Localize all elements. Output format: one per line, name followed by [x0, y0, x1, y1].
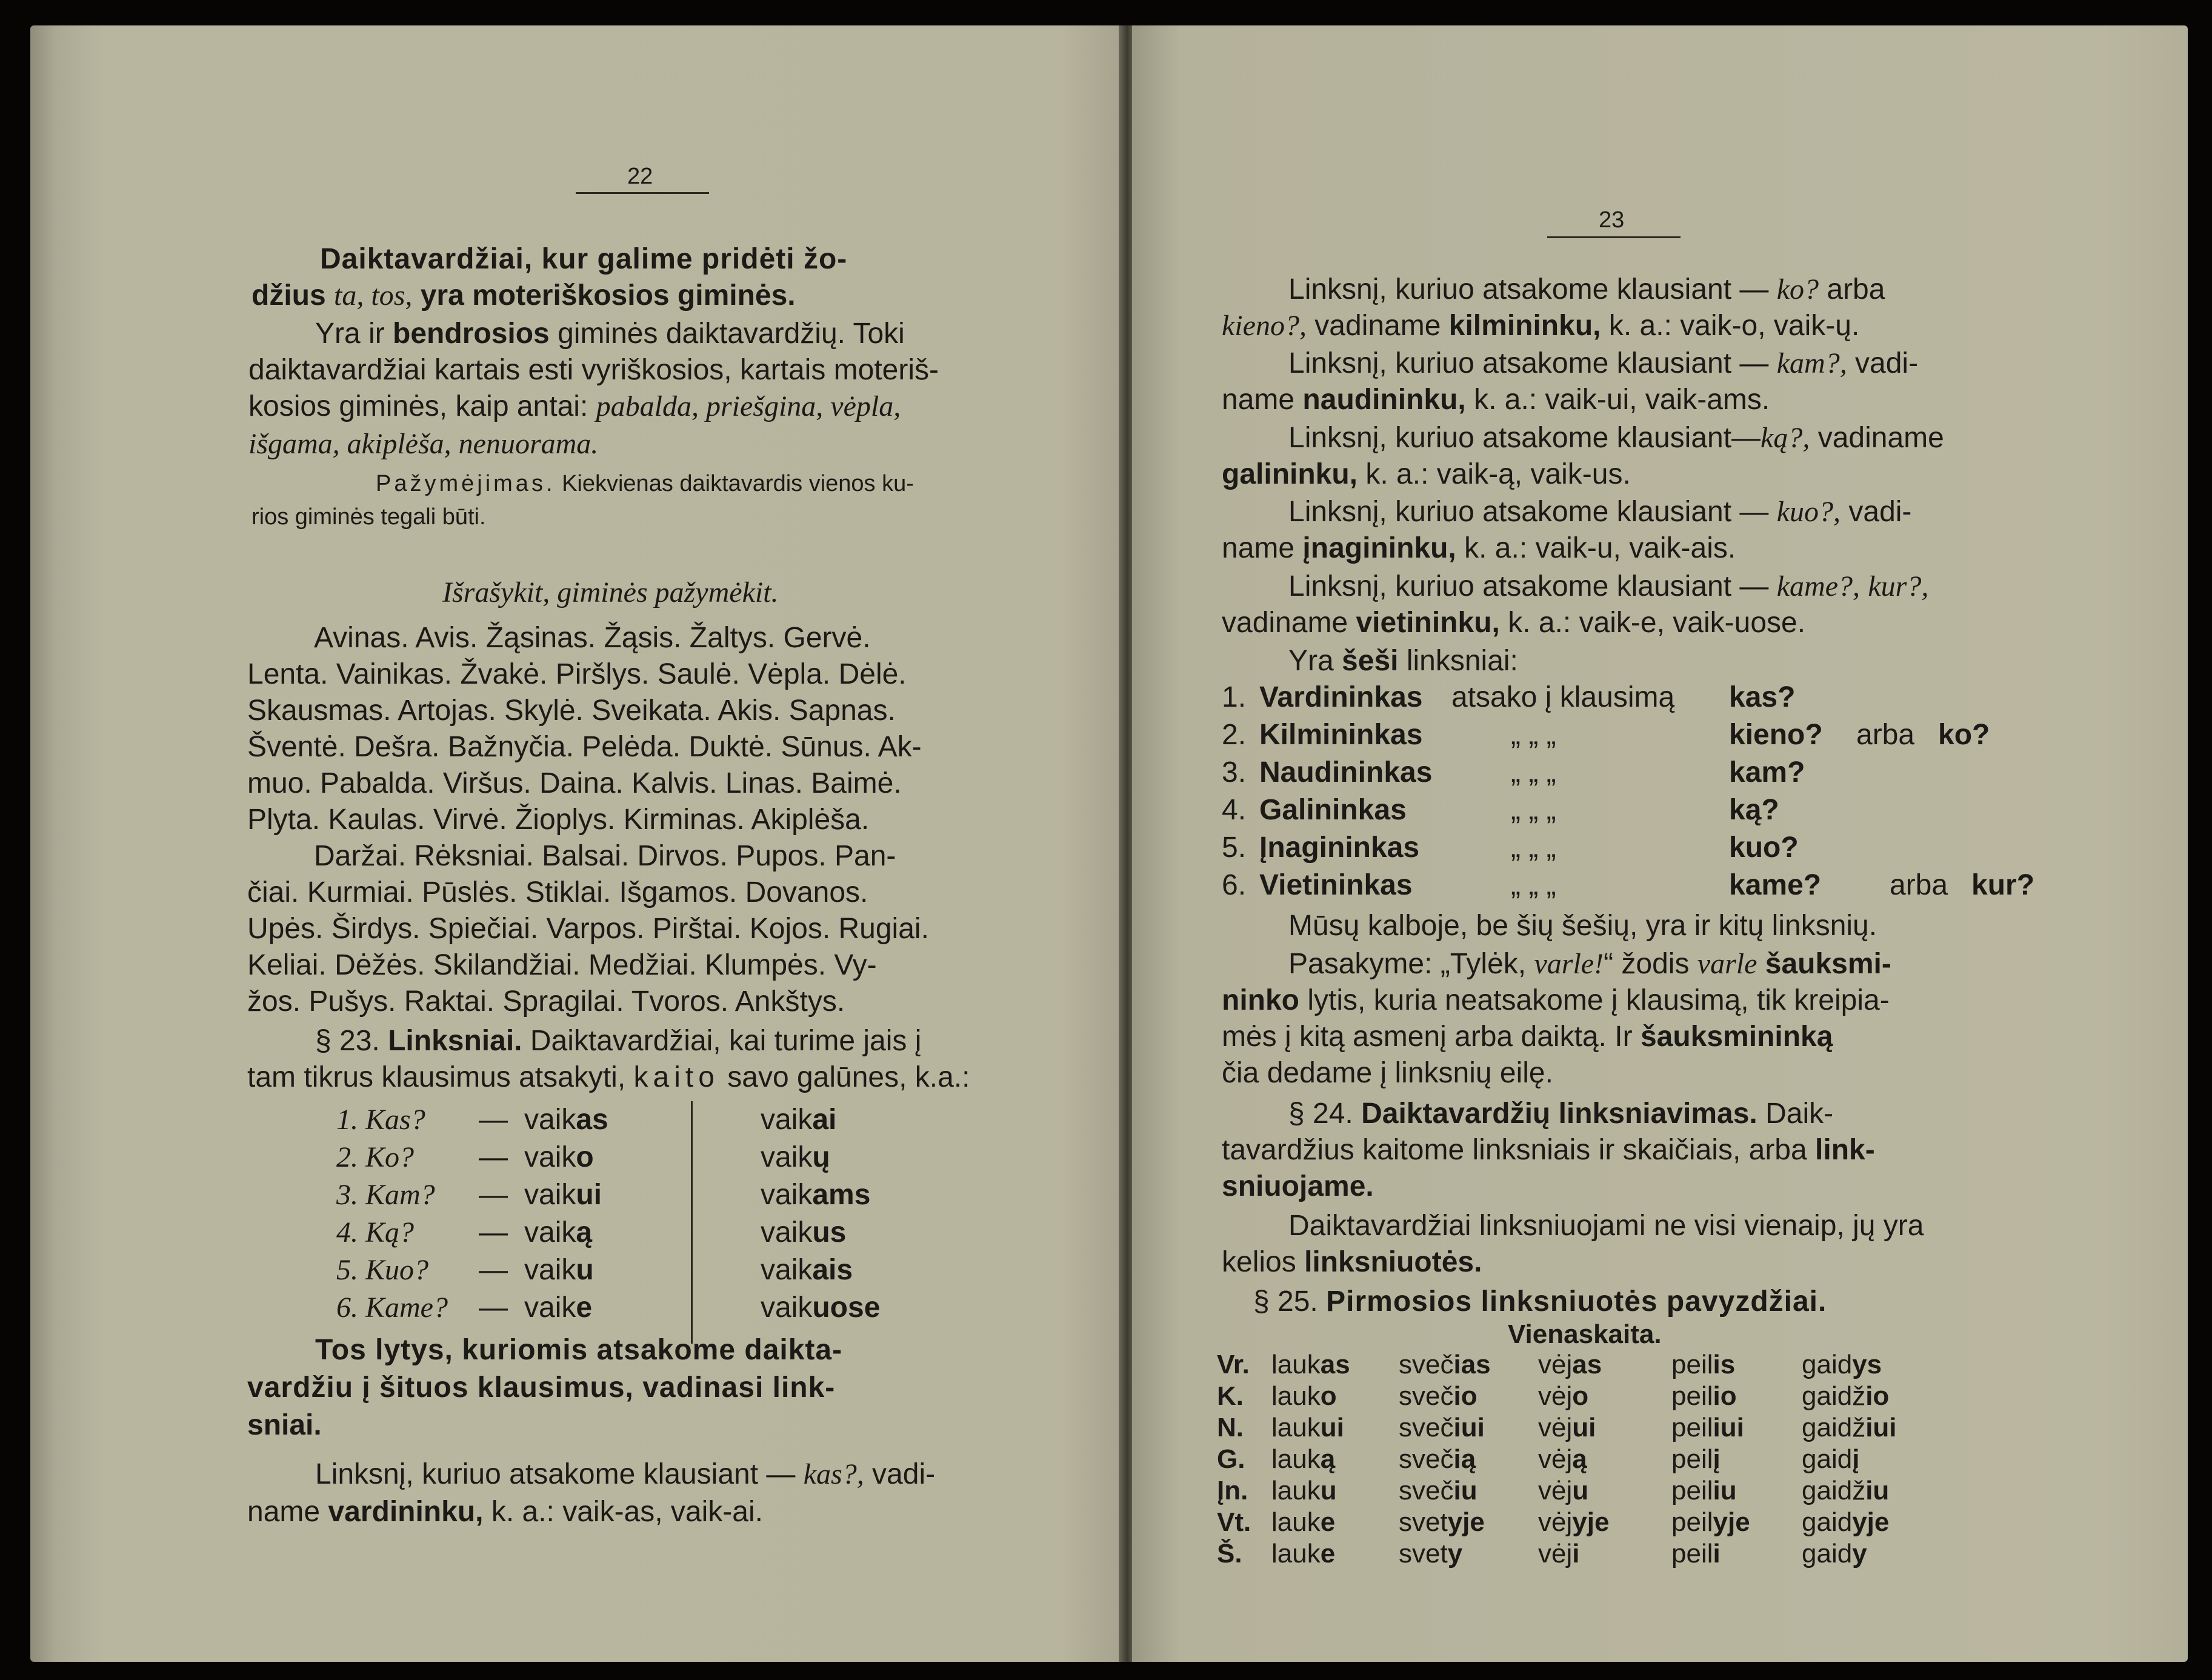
- plural-form: [761, 1252, 853, 1288]
- singular-form: [524, 1101, 608, 1138]
- table-cell: [1802, 1381, 1889, 1412]
- word-ending: ams: [812, 1179, 871, 1211]
- case-dash: —: [479, 1216, 508, 1248]
- word-stem: peil: [1671, 1381, 1713, 1411]
- word-stem: lauk: [1271, 1539, 1321, 1568]
- word-stem: lauk: [1271, 1476, 1321, 1505]
- word-stem: lauk: [1271, 1413, 1321, 1442]
- paragraph-line: tam tikrus klausimus atsakyti, kaito savo galūnes, k.a.:: [247, 1061, 970, 1093]
- word-stem: peil: [1671, 1476, 1713, 1505]
- paragraph-line: čia dedame į linksnių eilę.: [1222, 1057, 1553, 1089]
- word-ending: ai: [812, 1104, 837, 1136]
- case-dash: —: [479, 1104, 508, 1136]
- table-cell: [1802, 1444, 1859, 1475]
- table-cell: [1802, 1476, 1889, 1506]
- word-list-line: Upės. Širdys. Spiečiai. Varpos. Pirštai. Kojos. Rugiai.: [247, 913, 929, 945]
- word-list-line: Lenta. Vainikas. Žvakė. Piršlys. Saulė. Vėpla. Dėlė.: [247, 658, 907, 690]
- table-cell: [1671, 1381, 1737, 1412]
- word-stem: vaik: [524, 1292, 576, 1324]
- word-stem: vėj: [1538, 1350, 1573, 1379]
- page-number-rule: [576, 192, 709, 194]
- paragraph-line: sniai.: [247, 1409, 322, 1441]
- word-ending: as: [1320, 1350, 1350, 1379]
- word-ending: o: [576, 1141, 594, 1173]
- word-stem: vėj: [1538, 1476, 1573, 1505]
- paragraph-line: mės į kitą asmenį arba daiktą. Ir šauksmininką: [1222, 1021, 1833, 1053]
- paragraph-line: Daiktavardžiai, kur galime pridėti žo-: [320, 243, 848, 275]
- word-stem: vėj: [1538, 1539, 1573, 1568]
- table-cell: [1802, 1539, 1867, 1569]
- word-stem: lauk: [1271, 1507, 1321, 1537]
- table-cell: [1671, 1350, 1735, 1380]
- word-ending: io: [1453, 1381, 1477, 1411]
- singular-form: [524, 1214, 592, 1251]
- paragraph-line: Daiktavardžiai linksniuojami ne visi vienaip, jų yra: [1288, 1210, 1924, 1242]
- table-cell: [1399, 1413, 1485, 1443]
- word-stem: vaik: [761, 1141, 813, 1173]
- singular-form: [524, 1139, 594, 1176]
- word-ending: ų: [812, 1141, 830, 1173]
- word-ending: as: [1572, 1350, 1602, 1379]
- table-cell: [1538, 1476, 1588, 1506]
- word-ending: iui: [1453, 1413, 1485, 1442]
- word-ending: iui: [1713, 1413, 1744, 1442]
- word-list-line: Avinas. Avis. Žąsinas. Žąsis. Žaltys. Gervė.: [314, 622, 871, 654]
- word-list-line: žos. Pušys. Raktai. Spragilai. Tvoros. Ankštys.: [247, 985, 845, 1018]
- word-ending: yje: [1713, 1507, 1750, 1537]
- case-abbreviation: G.: [1217, 1444, 1245, 1474]
- case-question: kuo?: [1729, 832, 1799, 864]
- word-stem: vaik: [761, 1104, 813, 1136]
- word-list-line: Daržai. Rėksniai. Balsai. Dirvos. Pupos. Pan-: [314, 840, 896, 872]
- table-cell: [1802, 1350, 1882, 1380]
- note-line: rios giminės tegali būti.: [252, 504, 486, 530]
- case-name: Galininkas: [1259, 794, 1407, 826]
- table-cell: [1271, 1539, 1335, 1569]
- word-stem: vaik: [524, 1141, 576, 1173]
- case-question-alt: ko?: [1938, 719, 1990, 751]
- word-stem: vaik: [761, 1179, 813, 1211]
- section-heading: § 25. Pirmosios linksniuotės pavyzdžiai.: [1253, 1285, 1827, 1318]
- case-or: arba: [1856, 719, 1915, 751]
- paragraph-line: Yra šeši linksniai:: [1288, 645, 1518, 677]
- case-abbreviation: K.: [1217, 1381, 1244, 1411]
- case-question: 4. Ką?: [336, 1216, 415, 1248]
- paragraph-line: kosios giminės, kaip antai: pabalda, priešgina, vėpla,: [248, 390, 901, 422]
- paragraph-line: Pasakyme: „Tylėk, varle!“ žodis varle šauksmi-: [1288, 948, 1891, 980]
- paragraph-line: Linksnį, kuriuo atsakome klausiant — kame?, kur?,: [1288, 570, 1929, 602]
- word-stem: gaid: [1802, 1444, 1853, 1474]
- word-ending: e: [576, 1292, 593, 1324]
- word-ending: yje: [1852, 1507, 1890, 1537]
- paragraph-line: kieno?, vadiname kilmininku, k. a.: vaik-o, vaik-ų.: [1222, 310, 1860, 342]
- case-name: Kilmininkas: [1259, 719, 1423, 751]
- word-stem: sveč: [1399, 1476, 1454, 1505]
- case-abbreviation: Įn.: [1217, 1476, 1248, 1505]
- word-ending: ą: [1320, 1444, 1336, 1474]
- case-number: 4.: [1222, 794, 1247, 826]
- case-dash: —: [479, 1254, 508, 1286]
- paragraph-line: Linksnį, kuriuo atsakome klausiant — ko? arba: [1288, 273, 1885, 305]
- paragraph-line: Yra ir bendrosios giminės daiktavardžių. Toki: [315, 318, 905, 350]
- table-cell: [1538, 1381, 1588, 1412]
- section-heading: § 24. Daiktavardžių linksniavimas. Daik-: [1288, 1098, 1834, 1130]
- paragraph-line: Linksnį, kuriuo atsakome klausiant — kam?, vadi-: [1288, 347, 1919, 379]
- table-cell: [1271, 1350, 1350, 1380]
- word-ending: is: [1713, 1350, 1736, 1379]
- word-ending: ais: [812, 1254, 853, 1286]
- paragraph-line: Mūsų kalboje, be šių šešių, yra ir kitų linksnių.: [1288, 910, 1877, 942]
- table-cell: [1271, 1381, 1337, 1412]
- case-abbreviation: Vr.: [1217, 1350, 1250, 1379]
- case-or: arba: [1890, 869, 1948, 901]
- word-ending: i: [1713, 1539, 1721, 1568]
- paragraph-line: ninko lytis, kuria neatsakome į klausimą, tik kreipia-: [1222, 984, 1890, 1016]
- page-number: 22: [627, 164, 653, 189]
- paragraph-line: Linksnį, kuriuo atsakome klausiant — kuo?, vadi-: [1288, 496, 1912, 528]
- word-stem: vėj: [1538, 1507, 1573, 1537]
- case-abbreviation: Vt.: [1217, 1507, 1251, 1537]
- case-question: kam?: [1729, 756, 1805, 788]
- word-stem: sveč: [1399, 1444, 1454, 1474]
- word-stem: vėj: [1538, 1413, 1573, 1442]
- singular-form: [524, 1252, 594, 1288]
- word-list-line: Plyta. Kaulas. Virvė. Žioplys. Kirminas. Akiplėša.: [247, 804, 870, 836]
- plural-form: [761, 1289, 880, 1326]
- word-stem: vaik: [524, 1216, 576, 1248]
- case-question: kame?: [1729, 869, 1822, 901]
- word-ending: į: [1852, 1444, 1860, 1474]
- page-number: 23: [1599, 207, 1625, 233]
- table-cell: [1802, 1507, 1889, 1538]
- word-ending: yje: [1572, 1507, 1610, 1537]
- case-number: 6.: [1222, 869, 1247, 901]
- left-page: [30, 25, 1121, 1662]
- word-ending: ą: [1572, 1444, 1587, 1474]
- table-cell: [1399, 1444, 1476, 1475]
- paragraph-line: tavardžius kaitome linksniais ir skaičiais, arba link-: [1222, 1134, 1875, 1166]
- word-stem: vaik: [761, 1292, 813, 1324]
- word-ending: ias: [1453, 1350, 1491, 1379]
- word-ending: us: [812, 1216, 847, 1248]
- paragraph-line: galininku, k. a.: vaik-ą, vaik-us.: [1222, 458, 1631, 490]
- singular-form: [524, 1176, 602, 1213]
- word-ending: iui: [1865, 1413, 1897, 1442]
- paragraph-line: sniuojame.: [1222, 1170, 1374, 1202]
- word-stem: vaik: [761, 1254, 813, 1286]
- case-abbreviation: N.: [1217, 1413, 1244, 1442]
- word-ending: iu: [1453, 1476, 1477, 1505]
- case-ditto: „ „ „: [1511, 869, 1556, 901]
- table-cell: [1538, 1507, 1609, 1538]
- note-line: Pažymėjimas. Kiekvienas daiktavardis vienos ku-: [376, 471, 914, 496]
- word-ending: iu: [1713, 1476, 1737, 1505]
- paragraph-line: name naudininku, k. a.: vaik-ui, vaik-ams.: [1222, 384, 1770, 416]
- paragraph-line: Linksnį, kuriuo atsakome klausiant—ką?, vadiname: [1288, 422, 1944, 454]
- word-ending: as: [576, 1104, 608, 1136]
- word-ending: i: [1572, 1539, 1580, 1568]
- singular-form: [524, 1289, 592, 1326]
- word-stem: peil: [1671, 1350, 1713, 1379]
- case-ditto: „ „ „: [1511, 719, 1556, 751]
- section-heading: § 23. Linksniai. Daiktavardžiai, kai turime jais į: [315, 1025, 922, 1057]
- word-ending: yje: [1447, 1507, 1485, 1537]
- case-question-alt: kur?: [1971, 869, 2035, 901]
- case-question: 2. Ko?: [336, 1141, 415, 1173]
- plural-form: [761, 1214, 846, 1251]
- paragraph-line: name vardininku, k. a.: vaik-as, vaik-ai.: [247, 1496, 763, 1528]
- table-cell: [1271, 1507, 1335, 1538]
- word-stem: peil: [1671, 1507, 1713, 1537]
- paragraph-line: kelios linksniuotės.: [1222, 1246, 1482, 1278]
- case-number: 3.: [1222, 756, 1247, 788]
- case-ditto: „ „ „: [1511, 756, 1556, 788]
- word-stem: vaik: [761, 1216, 813, 1248]
- word-ending: u: [1572, 1476, 1589, 1505]
- word-ending: y: [1447, 1539, 1463, 1568]
- plural-form: [761, 1101, 836, 1138]
- word-ending: u: [576, 1254, 594, 1286]
- table-cell: [1538, 1444, 1587, 1475]
- paragraph-line: vadiname vietininku, k. a.: vaik-e, vaik-uose.: [1222, 607, 1806, 639]
- paragraph-line: Linksnį, kuriuo atsakome klausiant — kas?, vadi-: [315, 1458, 936, 1490]
- word-stem: gaidž: [1802, 1381, 1866, 1411]
- word-ending: o: [1320, 1381, 1337, 1411]
- table-cell: [1538, 1413, 1596, 1443]
- case-number: 1.: [1222, 681, 1247, 713]
- case-question: kas?: [1729, 681, 1796, 713]
- table-cell: [1399, 1350, 1491, 1380]
- table-cell: [1399, 1381, 1477, 1412]
- word-ending: y: [1852, 1539, 1867, 1568]
- case-dash: —: [479, 1292, 508, 1324]
- word-ending: io: [1865, 1381, 1890, 1411]
- table-cell: [1538, 1539, 1579, 1569]
- word-stem: lauk: [1271, 1444, 1321, 1474]
- word-stem: gaid: [1802, 1539, 1853, 1568]
- word-stem: gaidž: [1802, 1476, 1866, 1505]
- word-ending: io: [1713, 1381, 1737, 1411]
- table-cell: [1271, 1444, 1335, 1475]
- paragraph-line: išgama, akiplėša, nenuorama.: [248, 428, 599, 460]
- word-ending: iu: [1865, 1476, 1890, 1505]
- word-stem: vaik: [524, 1254, 576, 1286]
- word-stem: svet: [1399, 1539, 1448, 1568]
- case-dash: —: [479, 1179, 508, 1211]
- table-divider: [691, 1101, 693, 1344]
- word-stem: lauk: [1271, 1381, 1321, 1411]
- word-list-line: muo. Pabalda. Viršus. Daina. Kalvis. Linas. Baimė.: [247, 767, 902, 799]
- case-ditto: „ „ „: [1511, 832, 1556, 864]
- word-ending: ui: [576, 1179, 602, 1211]
- word-stem: gaidž: [1802, 1413, 1866, 1442]
- case-question: ką?: [1729, 794, 1779, 826]
- case-name: Vietininkas: [1259, 869, 1413, 901]
- word-stem: vėj: [1538, 1381, 1573, 1411]
- case-name: Įnagininkas: [1259, 832, 1420, 864]
- word-list-line: Keliai. Dėžės. Skilandžiai. Medžiai. Klumpės. Vy-: [247, 949, 877, 981]
- table-cell: [1671, 1539, 1721, 1569]
- paragraph-line: Tos lytys, kuriomis atsakome daikta-: [315, 1334, 843, 1366]
- word-ending: į: [1713, 1444, 1721, 1474]
- case-number: 5.: [1222, 832, 1247, 864]
- table-cell: [1671, 1476, 1737, 1506]
- word-ending: ą: [576, 1216, 593, 1248]
- word-stem: sveč: [1399, 1381, 1454, 1411]
- table-cell: [1671, 1413, 1744, 1443]
- word-ending: u: [1320, 1476, 1337, 1505]
- case-question: 5. Kuo?: [336, 1254, 429, 1286]
- word-stem: peil: [1671, 1413, 1713, 1442]
- word-stem: peil: [1671, 1444, 1713, 1474]
- case-number: 2.: [1222, 719, 1247, 751]
- case-question: 1. Kas?: [336, 1104, 425, 1136]
- paragraph-line: vardžiu į šituos klausimus, vadinasi link-: [247, 1372, 836, 1404]
- word-stem: vaik: [524, 1179, 576, 1211]
- case-name: Vardininkas: [1259, 681, 1423, 713]
- plural-form: [761, 1176, 870, 1213]
- table-cell: [1271, 1476, 1337, 1506]
- table-cell: [1538, 1350, 1602, 1380]
- plural-form: [761, 1139, 830, 1176]
- right-page: [1132, 25, 2188, 1662]
- paragraph-line: name įnagininku, k. a.: vaik-u, vaik-ais.: [1222, 532, 1736, 564]
- word-stem: sveč: [1399, 1413, 1454, 1442]
- page-number-rule: [1547, 236, 1681, 238]
- word-stem: gaid: [1802, 1507, 1853, 1537]
- table-cell: [1802, 1413, 1897, 1443]
- word-stem: peil: [1671, 1539, 1713, 1568]
- table-cell: [1671, 1507, 1750, 1538]
- word-list-line: čiai. Kurmiai. Pūslės. Stiklai. Išgamos. Dovanos.: [247, 876, 868, 908]
- paragraph-line: džius ta, tos, yra moteriškosios giminės.: [252, 279, 796, 312]
- table-cell: [1671, 1444, 1721, 1475]
- table-cell: [1271, 1413, 1344, 1443]
- word-list-line: Skausmas. Artojas. Skylė. Sveikata. Akis. Sapnas.: [247, 695, 896, 727]
- case-abbreviation: Š.: [1217, 1539, 1242, 1568]
- exercise-title: Išrašykit, giminės pažymėkit.: [442, 576, 779, 608]
- case-name: Naudininkas: [1259, 756, 1433, 788]
- paragraph-line: daiktavardžiai kartais esti vyriškosios, kartais moteriš-: [248, 354, 939, 386]
- table-cell: [1399, 1476, 1477, 1506]
- word-stem: svet: [1399, 1507, 1448, 1537]
- table-title: Vienaskaita.: [1508, 1319, 1662, 1349]
- word-ending: ui: [1320, 1413, 1344, 1442]
- word-ending: uose: [812, 1292, 881, 1324]
- word-stem: sveč: [1399, 1350, 1454, 1379]
- case-dash: —: [479, 1141, 508, 1173]
- word-list-line: Šventė. Dešra. Bažnyčia. Pelėda. Duktė. Sūnus. Ak-: [247, 731, 922, 763]
- case-ditto: atsako į klausimą: [1451, 681, 1675, 713]
- case-question: kieno?: [1729, 719, 1823, 751]
- case-question: 3. Kam?: [336, 1179, 435, 1211]
- word-stem: vaik: [524, 1104, 576, 1136]
- word-ending: e: [1320, 1507, 1336, 1537]
- word-stem: gaid: [1802, 1350, 1853, 1379]
- word-stem: lauk: [1271, 1350, 1321, 1379]
- table-cell: [1399, 1507, 1485, 1538]
- word-ending: e: [1320, 1539, 1336, 1568]
- word-ending: ys: [1852, 1350, 1882, 1379]
- table-cell: [1399, 1539, 1462, 1569]
- word-ending: o: [1572, 1381, 1589, 1411]
- word-ending: ią: [1453, 1444, 1476, 1474]
- case-ditto: „ „ „: [1511, 794, 1556, 826]
- case-question: 6. Kame?: [336, 1292, 448, 1324]
- word-ending: ui: [1572, 1413, 1596, 1442]
- word-stem: vėj: [1538, 1444, 1573, 1474]
